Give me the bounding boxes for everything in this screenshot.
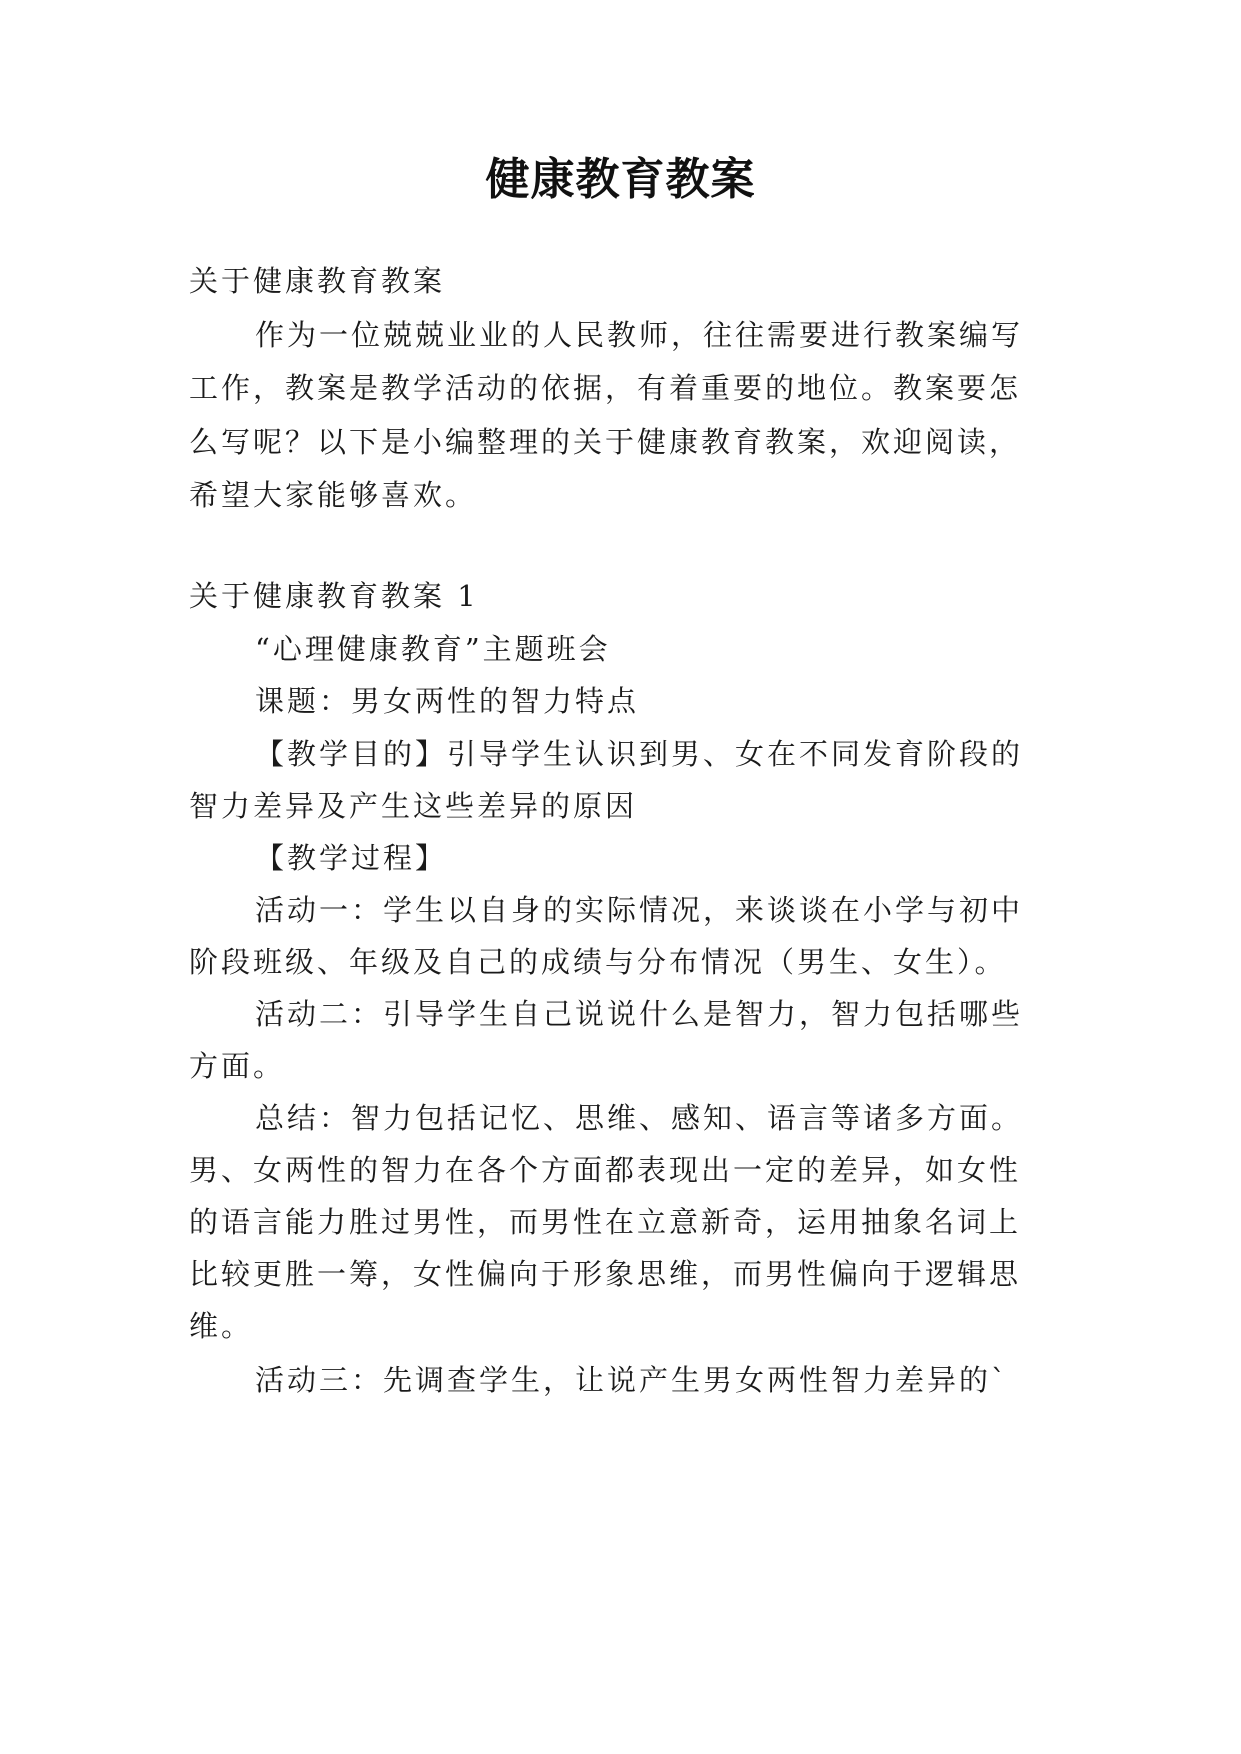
paragraph-line: 活动三：先调查学生，让说产生男女两性智力差异的` [255,1363,1009,1397]
paragraph-line: “心理健康教育”主题班会 [255,632,611,666]
section-heading: 关于健康教育教案 [189,264,446,298]
paragraph-line: 方面。 [189,1049,286,1083]
paragraph-line: 【教学目的】引导学生认识到男、女在不同发育阶段的 [255,737,1024,771]
paragraph-line: 么写呢？以下是小编整理的关于健康教育教案，欢迎阅读， [189,425,1022,459]
paragraph-line: 希望大家能够喜欢。 [189,478,478,512]
paragraph-line: 课题：男女两性的智力特点 [255,684,640,718]
section-heading: 关于健康教育教案 1 [189,579,479,613]
paragraph-line: 比较更胜一筹，女性偏向于形象思维，而男性偏向于逻辑思 [189,1257,1022,1291]
paragraph-line: 总结：智力包括记忆、思维、感知、语言等诸多方面。 [255,1101,1024,1135]
paragraph-line: 维。 [189,1309,254,1343]
paragraph-line: 【教学过程】 [255,841,448,875]
paragraph-line: 男、女两性的智力在各个方面都表现出一定的差异，如女性 [189,1153,1022,1187]
paragraph-line: 智力差异及产生这些差异的原因 [189,789,638,823]
paragraph-line: 活动一：学生以自身的实际情况，来谈谈在小学与初中 [255,893,1024,927]
paragraph-line: 的语言能力胜过男性，而男性在立意新奇，运用抽象名词上 [189,1205,1022,1239]
document-title: 健康教育教案 [485,154,756,205]
paragraph-line: 阶段班级、年级及自己的成绩与分布情况（男生、女生）。 [189,945,1007,979]
paragraph-line: 工作，教案是教学活动的依据，有着重要的地位。教案要怎 [189,371,1022,405]
paragraph-line: 活动二：引导学生自己说说什么是智力，智力包括哪些 [255,997,1024,1031]
paragraph-line: 作为一位兢兢业业的人民教师，往往需要进行教案编写 [255,318,1024,352]
